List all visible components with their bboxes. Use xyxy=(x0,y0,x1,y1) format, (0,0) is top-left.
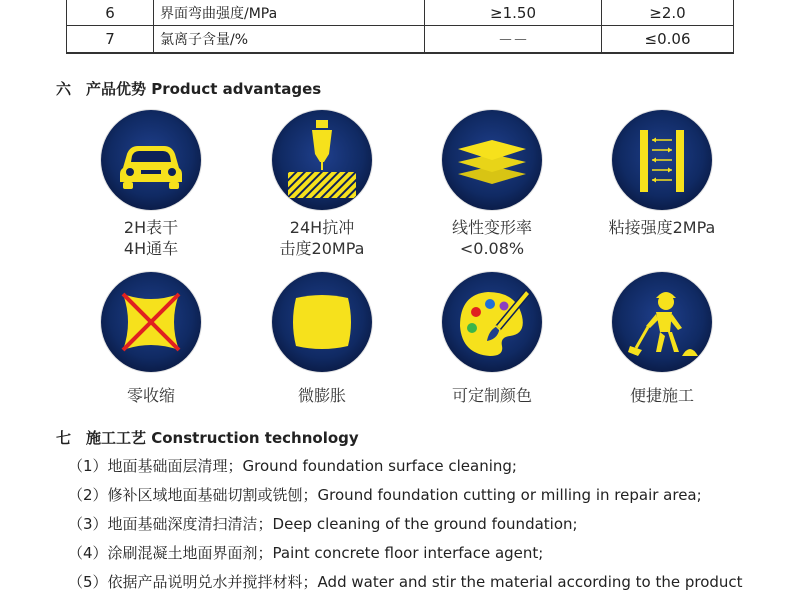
advantage-caption xyxy=(582,217,742,238)
caption-line2: 击度20MPa xyxy=(279,239,365,258)
advantage-caption xyxy=(71,385,231,406)
worker-icon xyxy=(612,272,712,372)
caption-line1: 线性变形率 xyxy=(451,218,532,237)
construction-steps xyxy=(68,456,743,601)
caption-line1: 可定制颜色 xyxy=(451,386,532,405)
table-row xyxy=(67,26,734,54)
list-item: （5）依据产品说明兑水并搅拌材料；Add water and stir the material according to the product xyxy=(68,573,743,591)
caption-line2: 4H通车 xyxy=(123,239,179,258)
caption-line1: 便捷施工 xyxy=(629,386,694,405)
car-icon xyxy=(101,110,201,210)
section-number: 七 xyxy=(56,429,72,447)
caption-line2: <0.08% xyxy=(459,239,525,258)
micro-expansion-icon xyxy=(272,272,372,372)
advantage-caption xyxy=(242,217,402,259)
impact-icon xyxy=(272,110,372,210)
advantage-caption xyxy=(71,217,231,259)
table-row xyxy=(67,0,734,26)
spec-table xyxy=(66,0,734,54)
bond-strength-icon xyxy=(612,110,712,210)
row-item: 氯离子含量/% xyxy=(154,26,425,54)
list-item: （1）地面基础面层清理；Ground foundation surface cleaning; xyxy=(68,457,517,475)
palette-icon xyxy=(442,272,542,372)
section-title: 施工工艺 Construction technology xyxy=(86,429,359,447)
row-standard-value: －－ xyxy=(425,26,602,54)
section-number: 六 xyxy=(56,80,72,98)
advantage-caption xyxy=(242,385,402,406)
advantage-caption xyxy=(412,385,572,406)
advantage-caption xyxy=(412,217,572,259)
row-standard-value: ≥1.50 xyxy=(425,0,602,26)
caption-line1: 零收缩 xyxy=(126,386,175,405)
caption-line1: 24H抗冲 xyxy=(289,218,355,237)
row-number: 7 xyxy=(67,26,154,54)
construction-heading xyxy=(56,427,359,448)
caption-line1: 微膨胀 xyxy=(297,386,346,405)
row-number: 6 xyxy=(67,0,154,26)
section-title: 产品优势 Product advantages xyxy=(86,80,322,98)
advantages-heading xyxy=(56,78,321,99)
list-item: （2）修补区域地面基础切割或铣刨；Ground foundation cutting or milling in repair area; xyxy=(68,486,702,504)
caption-line1: 2H表干 xyxy=(123,218,179,237)
row-test-value: ≤0.06 xyxy=(602,26,734,54)
list-item: （3）地面基础深度清扫清洁；Deep cleaning of the ground foundation; xyxy=(68,515,578,533)
zero-shrink-icon xyxy=(101,272,201,372)
advantage-caption xyxy=(582,385,742,406)
row-test-value: ≥2.0 xyxy=(602,0,734,26)
row-item: 界面弯曲强度/MPa xyxy=(154,0,425,26)
caption-line1: 粘接强度2MPa xyxy=(608,218,716,237)
list-item: （4）涂刷混凝土地面界面剂；Paint concrete floor interface agent; xyxy=(68,544,544,562)
layers-icon xyxy=(442,110,542,210)
